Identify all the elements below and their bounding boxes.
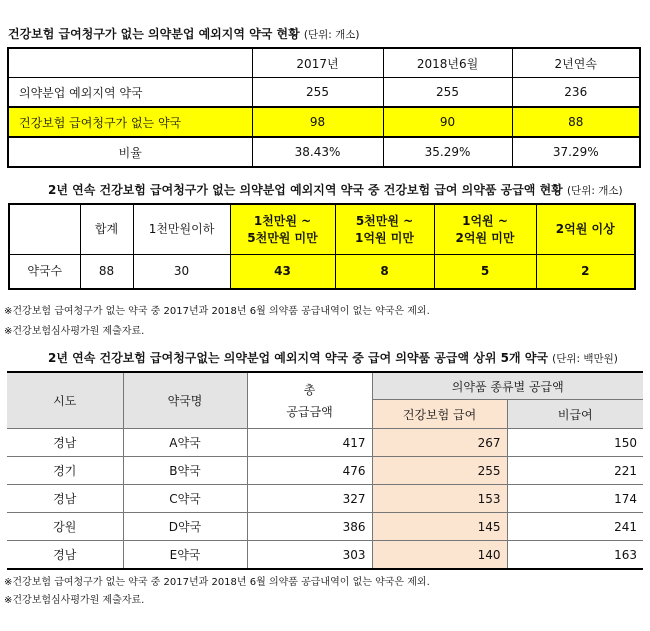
header-cell (434, 204, 536, 255)
cell-region: 경남 (7, 485, 123, 513)
header-text: 2억원 미만 (455, 230, 515, 245)
cell-insured: 140 (372, 541, 507, 570)
cell-total: 476 (247, 457, 372, 485)
row-label: 비율 (8, 137, 252, 167)
empty-header-cell (9, 204, 80, 255)
table3-title-text: 2년 연속 건강보험 급여청구없는 의약분업 예외지역 약국 중 급여 의약품 공급액 상위 5개 약국 (48, 351, 548, 365)
cell-total: 327 (247, 485, 372, 513)
header-text: 1천만원이하 (148, 222, 215, 236)
row-label: 건강보험 급여청구가 없는 약국 (8, 107, 252, 137)
table-row (8, 78, 640, 108)
table1-title-text: 건강보험 급여청구가 없는 의약분업 예외지역 약국 현황 (8, 27, 300, 41)
top5-pharmacy-table (7, 371, 643, 570)
cell-value: 37.29% (512, 137, 640, 167)
footnote: ※건강보험심사평가원 제출자료. (4, 595, 145, 606)
cell-region: 강원 (7, 513, 123, 541)
cell-value: 30 (133, 255, 230, 290)
table-header-row (7, 372, 643, 400)
header-text: 총 (303, 382, 316, 397)
row-label: 약국수 (9, 255, 80, 290)
header-text: 5천만원 미만 (247, 230, 318, 245)
cell-value: 43 (230, 255, 335, 290)
header-text: 공급금액 (286, 404, 333, 419)
cell-noninsured: 163 (507, 541, 643, 570)
cell-pharmacy: C약국 (123, 485, 247, 513)
header-cell (230, 204, 335, 255)
table3-title (48, 349, 618, 366)
table-row (7, 513, 643, 541)
cell-insured: 153 (372, 485, 507, 513)
header-text: 5천만원 ~ (355, 213, 414, 228)
cell-total: 303 (247, 541, 372, 570)
header-cell: 비급여 (507, 400, 643, 429)
table2-unit: (단위: 개소) (566, 185, 623, 197)
header-cell (247, 372, 372, 429)
header-text: 2억원 이상 (555, 222, 615, 236)
table2-title (48, 181, 623, 198)
row-label: 의약분업 예외지역 약국 (8, 78, 252, 108)
header-text: 1억원 미만 (355, 230, 414, 245)
table-header-row (8, 48, 640, 78)
pharmacy-status-table (7, 47, 641, 168)
header-cell: 약국명 (123, 372, 247, 429)
cell-insured: 145 (372, 513, 507, 541)
cell-value: 255 (252, 78, 383, 108)
header-group-cell: 의약품 종류별 공급액 (372, 372, 643, 400)
header-cell: 시도 (7, 372, 123, 429)
cell-total: 386 (247, 513, 372, 541)
cell-value: 98 (252, 107, 383, 137)
table3-unit: (단위: 백만원) (552, 353, 618, 365)
footnote: ※건강보험심사평가원 제출자료. (4, 326, 145, 337)
cell-value: 88 (512, 107, 640, 137)
table1-title (8, 25, 360, 42)
table-row (9, 255, 635, 290)
cell-value: 5 (434, 255, 536, 290)
table2-title-text: 2년 연속 건강보험 급여청구가 없는 의약분업 예외지역 약국 중 건강보험 급여 의약품 공급액 현황 (48, 183, 563, 197)
cell-noninsured: 174 (507, 485, 643, 513)
cell-pharmacy: B약국 (123, 457, 247, 485)
cell-value: 8 (335, 255, 434, 290)
header-cell: 2년연속 (512, 48, 640, 78)
cell-noninsured: 241 (507, 513, 643, 541)
header-cell: 2017년 (252, 48, 383, 78)
cell-value: 88 (80, 255, 133, 290)
cell-region: 경남 (7, 429, 123, 457)
cell-noninsured: 150 (507, 429, 643, 457)
cell-pharmacy: E약국 (123, 541, 247, 570)
header-cell (80, 204, 133, 255)
cell-region: 경남 (7, 541, 123, 570)
cell-value: 255 (383, 78, 512, 108)
table-row (8, 137, 640, 167)
header-cell (335, 204, 434, 255)
cell-insured: 255 (372, 457, 507, 485)
cell-insured: 267 (372, 429, 507, 457)
cell-noninsured: 221 (507, 457, 643, 485)
cell-total: 417 (247, 429, 372, 457)
cell-region: 경기 (7, 457, 123, 485)
table-row (7, 457, 643, 485)
table-row (7, 541, 643, 570)
header-text: 1억원 ~ (462, 213, 508, 228)
header-cell (133, 204, 230, 255)
empty-header-cell (8, 48, 252, 78)
header-text: 합계 (94, 222, 119, 236)
header-text: 1천만원 ~ (253, 213, 312, 228)
header-cell: 2018년6월 (383, 48, 512, 78)
cell-value: 236 (512, 78, 640, 108)
cell-pharmacy: A약국 (123, 429, 247, 457)
cell-pharmacy: D약국 (123, 513, 247, 541)
header-cell (536, 204, 635, 255)
table-header-row (9, 204, 635, 255)
table1-unit: (단위: 개소) (303, 29, 360, 41)
cell-value: 35.29% (383, 137, 512, 167)
table-row-highlighted (8, 107, 640, 137)
table-row (7, 429, 643, 457)
footnote: ※건강보험 급여청구가 없는 약국 중 2017년과 2018년 6월 의약품 공급내역이 없는 약국은 제외. (4, 306, 430, 317)
supply-amount-table (8, 203, 636, 290)
header-cell: 건강보험 급여 (372, 400, 507, 429)
cell-value: 2 (536, 255, 635, 290)
cell-value: 90 (383, 107, 512, 137)
cell-value: 38.43% (252, 137, 383, 167)
footnote: ※건강보험 급여청구가 없는 약국 중 2017년과 2018년 6월 의약품 공급내역이 없는 약국은 제외. (4, 577, 430, 588)
table-row (7, 485, 643, 513)
